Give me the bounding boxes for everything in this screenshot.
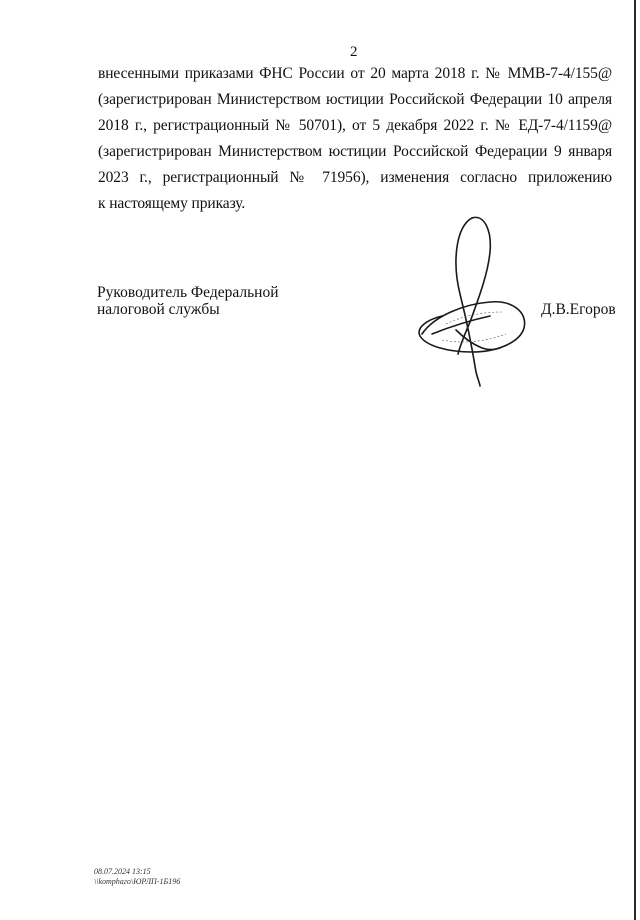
handwritten-signature [412,212,537,387]
signatory-title-line-2: налоговой службы [97,301,220,318]
body-line-5: 2023 г., регистрационный № 71956), изменения согласно приложению [98,169,612,186]
body-line-3: 2018 г., регистрационный № 50701), от 5 декабря 2022 г. № ЕД-7-4/1159@ [98,117,612,134]
page-edge-shadow [634,0,636,920]
footer-reference: \\komphaгo\ЮРЛП-1Б196 [94,877,181,886]
signatory-title [97,284,279,318]
signatory-name: Д.В.Егоров [541,301,616,318]
body-paragraph [98,61,612,217]
body-line-1: внесенными приказами ФНС России от 20 марта 2018 г. № ММВ-7-4/155@ [98,65,612,82]
signatory-title-line-1: Руководитель Федеральной [97,284,279,301]
footer-timestamp: 08.07.2024 13:15 [94,867,151,876]
document-footer [94,867,180,887]
body-line-6: к настоящему приказу. [98,195,246,212]
body-line-4: (зарегистрирован Министерством юстиции Российской Федерации 9 января [98,143,612,160]
page-number: 2 [350,44,358,60]
body-line-2: (зарегистрирован Министерством юстиции Российской Федерации 10 апреля [98,91,612,108]
